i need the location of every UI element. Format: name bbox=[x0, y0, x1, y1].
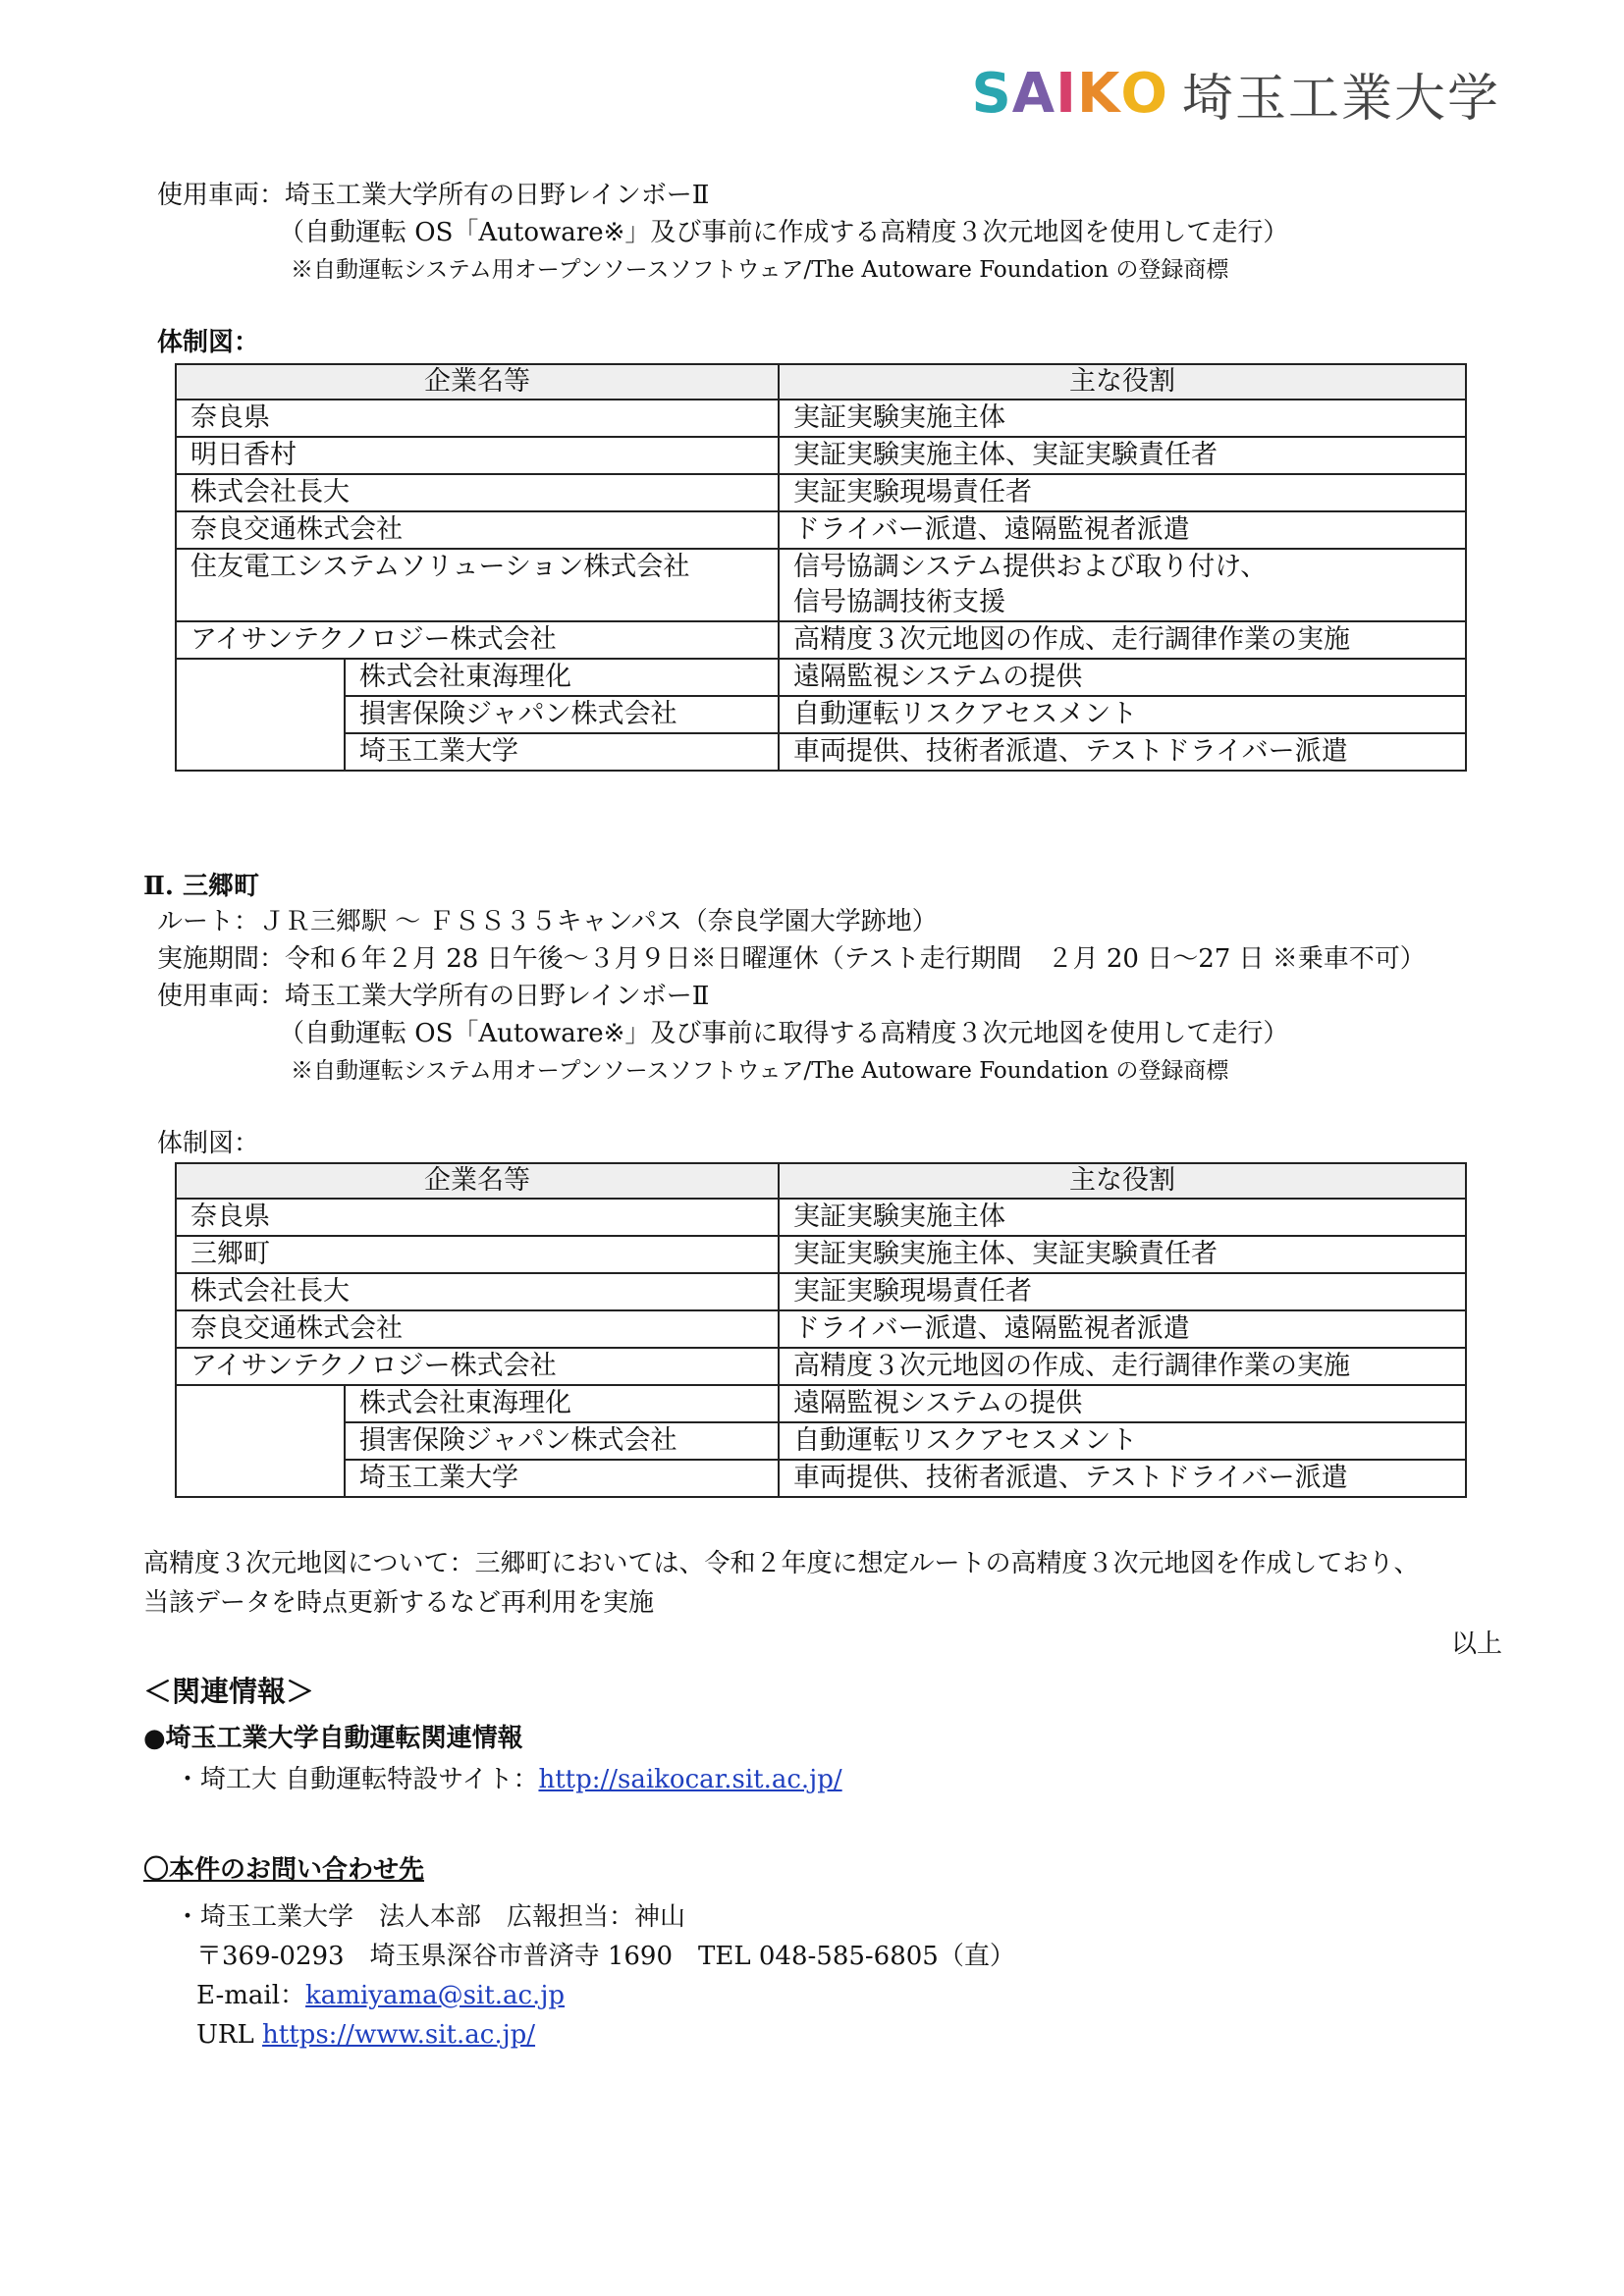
role-cell: 実証実験実施主体、実証実験責任者 bbox=[779, 1236, 1466, 1273]
table-header-row bbox=[176, 1163, 1466, 1199]
company-cell: 損害保険ジャパン株式会社 bbox=[345, 1422, 779, 1460]
company-cell: 奈良県 bbox=[176, 400, 779, 437]
table-row bbox=[176, 696, 1466, 733]
logo-letter: S bbox=[971, 62, 1012, 126]
role-cell: 高精度３次元地図の作成、走行調律作業の実施 bbox=[779, 1348, 1466, 1385]
table-row bbox=[176, 400, 1466, 437]
header-role: 主な役割 bbox=[779, 1163, 1466, 1199]
saiko-logo-mark bbox=[971, 62, 1168, 126]
table-row bbox=[176, 437, 1466, 474]
role-cell: 遠隔監視システムの提供 bbox=[779, 1385, 1466, 1422]
email-label: E-mail： bbox=[196, 1981, 306, 2010]
indent-cell bbox=[176, 1422, 345, 1460]
indent-cell bbox=[176, 1460, 345, 1497]
logo-letter: O bbox=[1120, 62, 1168, 126]
contact-url-row bbox=[196, 2020, 535, 2051]
table-row bbox=[176, 511, 1466, 549]
indent-cell bbox=[176, 659, 345, 696]
site-link[interactable]: http://saikocar.sit.ac.jp/ bbox=[538, 1765, 842, 1794]
logo-letter: I bbox=[1056, 62, 1077, 126]
org-chart-label: 体制図： bbox=[157, 328, 260, 357]
company-cell: 株式会社東海理化 bbox=[345, 1385, 779, 1422]
email-link[interactable]: kamiyama@sit.ac.jp bbox=[305, 1981, 566, 2010]
role-cell: 実証実験実施主体 bbox=[779, 400, 1466, 437]
contact-heading: 〇本件のお問い合わせ先 bbox=[143, 1855, 425, 1885]
vehicle-note: ※自動運転システム用オープンソースソフトウェア/The Autoware Foundation の登録商標 bbox=[291, 257, 1229, 283]
company-cell: 三郷町 bbox=[176, 1236, 779, 1273]
table-row bbox=[176, 1348, 1466, 1385]
company-cell: 住友電工システムソリューション株式会社 bbox=[176, 549, 779, 621]
map-note-continued: 当該データを時点更新するなど再利用を実施 bbox=[143, 1588, 655, 1618]
period-text: 実施期間：令和６年２月 28 日午後～３月９日※日曜運休（テスト走行期間 ２月 20 日～27 日 ※乗車不可） bbox=[157, 944, 1426, 974]
role-cell: 遠隔監視システムの提供 bbox=[779, 659, 1466, 696]
role-cell: ドライバー派遣、遠隔監視者派遣 bbox=[779, 1310, 1466, 1348]
table-row bbox=[176, 733, 1466, 771]
role-cell: ドライバー派遣、遠隔監視者派遣 bbox=[779, 511, 1466, 549]
role-cell: 車両提供、技術者派遣、テストドライバー派遣 bbox=[779, 733, 1466, 771]
related-heading: ＜関連情報＞ bbox=[143, 1675, 315, 1708]
role-cell: 実証実験現場責任者 bbox=[779, 1273, 1466, 1310]
contact-email-row bbox=[196, 1981, 565, 2011]
contact-line: ・埼玉工業大学 法人本部 広報担当：神山 bbox=[175, 1902, 686, 1932]
company-cell: 損害保険ジャパン株式会社 bbox=[345, 696, 779, 733]
table-row bbox=[176, 1310, 1466, 1348]
vehicle-note: ※自動運転システム用オープンソースソフトウェア/The Autoware Foundation の登録商標 bbox=[291, 1058, 1229, 1084]
indent-cell bbox=[176, 696, 345, 733]
related-subheading: ●埼玉工業大学自動運転関連情報 bbox=[143, 1724, 523, 1753]
table-header-row bbox=[176, 364, 1466, 400]
vehicle-label: 使用車両：埼玉工業大学所有の日野レインボーⅡ bbox=[157, 181, 710, 210]
company-cell: 埼玉工業大学 bbox=[345, 733, 779, 771]
role-cell: 実証実験実施主体 bbox=[779, 1199, 1466, 1236]
logo-letter: A bbox=[1011, 62, 1056, 126]
table-row bbox=[176, 1199, 1466, 1236]
header-company: 企業名等 bbox=[176, 364, 779, 400]
company-cell: 奈良交通株式会社 bbox=[176, 511, 779, 549]
section-heading: Ⅱ. 三郷町 bbox=[143, 872, 260, 901]
header-role: 主な役割 bbox=[779, 364, 1466, 400]
org-chart-table bbox=[175, 363, 1467, 772]
table-row bbox=[176, 1422, 1466, 1460]
company-cell: 株式会社東海理化 bbox=[345, 659, 779, 696]
table-row bbox=[176, 621, 1466, 659]
org-chart-label: 体制図： bbox=[157, 1129, 260, 1158]
company-cell: 奈良交通株式会社 bbox=[176, 1310, 779, 1348]
role-cell: 高精度３次元地図の作成、走行調律作業の実施 bbox=[779, 621, 1466, 659]
table-row bbox=[176, 659, 1466, 696]
route-text: ルート：ＪＲ三郷駅 ～ ＦＳＳ３５キャンパス（奈良学園大学跡地） bbox=[157, 907, 938, 936]
role-cell: 自動運転リスクアセスメント bbox=[779, 696, 1466, 733]
role-cell: 自動運転リスクアセスメント bbox=[779, 1422, 1466, 1460]
company-cell: 株式会社長大 bbox=[176, 474, 779, 511]
table-row bbox=[176, 1236, 1466, 1273]
contact-address: 〒369-0293 埼玉県深谷市普済寺 1690 TEL 048-585-6805（直） bbox=[196, 1942, 1015, 1971]
university-logo bbox=[971, 57, 1500, 131]
closing-mark: 以上 bbox=[1451, 1629, 1503, 1659]
map-note: 高精度３次元地図について：三郷町においては、令和２年度に想定ルートの高精度３次元地図を作成しており、 bbox=[143, 1549, 1420, 1578]
url-label: URL bbox=[196, 2020, 263, 2050]
table-row bbox=[176, 1385, 1466, 1422]
logo-letter: K bbox=[1076, 62, 1121, 126]
header-company: 企業名等 bbox=[176, 1163, 779, 1199]
company-cell: アイサンテクノロジー株式会社 bbox=[176, 621, 779, 659]
indent-cell bbox=[176, 733, 345, 771]
org-chart-table bbox=[175, 1162, 1467, 1498]
table-row bbox=[176, 549, 1466, 621]
company-cell: 明日香村 bbox=[176, 437, 779, 474]
company-cell: 奈良県 bbox=[176, 1199, 779, 1236]
vehicle-label: 使用車両：埼玉工業大学所有の日野レインボーⅡ bbox=[157, 982, 710, 1011]
url-link[interactable]: https://www.sit.ac.jp/ bbox=[262, 2020, 536, 2050]
logo-university-name: 埼玉工業大学 bbox=[1181, 70, 1500, 129]
company-cell: 埼玉工業大学 bbox=[345, 1460, 779, 1497]
table-row bbox=[176, 474, 1466, 511]
vehicle-sub: （自動運転 OS「Autoware※」及び事前に作成する高精度３次元地図を使用して走行） bbox=[279, 218, 1289, 247]
table-row bbox=[176, 1460, 1466, 1497]
vehicle-sub: （自動運転 OS「Autoware※」及び事前に取得する高精度３次元地図を使用して走行） bbox=[279, 1019, 1289, 1048]
site-label: ・埼工大 自動運転特設サイト： bbox=[175, 1765, 539, 1794]
role-cell: 実証実験現場責任者 bbox=[779, 474, 1466, 511]
company-cell: 株式会社長大 bbox=[176, 1273, 779, 1310]
company-cell: アイサンテクノロジー株式会社 bbox=[176, 1348, 779, 1385]
indent-cell bbox=[176, 1385, 345, 1422]
role-cell: 信号協調システム提供および取り付け、 信号協調技術支援 bbox=[779, 549, 1466, 621]
role-cell: 実証実験実施主体、実証実験責任者 bbox=[779, 437, 1466, 474]
table-row bbox=[176, 1273, 1466, 1310]
related-site bbox=[175, 1765, 842, 1795]
role-cell: 車両提供、技術者派遣、テストドライバー派遣 bbox=[779, 1460, 1466, 1497]
